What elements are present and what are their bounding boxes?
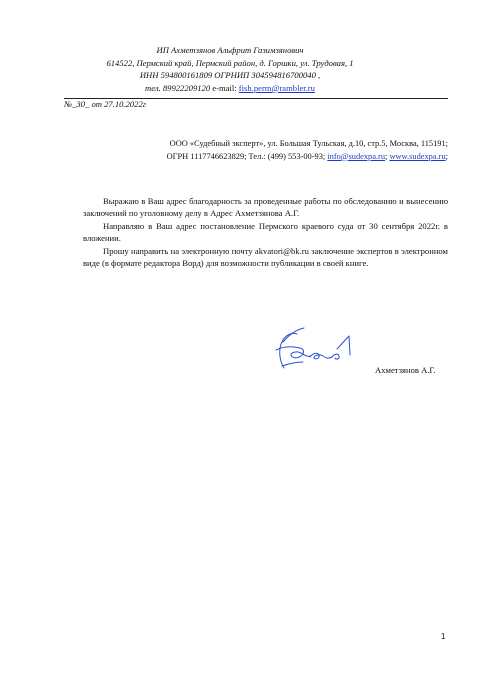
document-number: №_30_ от 27.10.2022г — [64, 99, 147, 109]
addressee-website-link[interactable]: www.sudexpa.ru — [389, 151, 446, 161]
addressee-line-1: ООО «Судебный эксперт», ул. Большая Тульская, д.10, стр.5, Москва, 115191; — [169, 139, 448, 148]
sender-contacts — [80, 82, 380, 95]
addressee-email-link[interactable]: info@sudexpa.ru — [327, 151, 386, 161]
signer-name: Ахметзянов А.Г. — [375, 365, 436, 375]
handwritten-signature — [270, 322, 360, 377]
addressee-line-2 — [64, 151, 448, 164]
sender-registration: ИНН 594800161809 ОГРНИП 304594816700040 , — [139, 70, 321, 81]
separator: ; — [385, 151, 388, 161]
sender-phone: тел. 89922209120 — [145, 82, 211, 93]
separator-end: ; — [445, 151, 448, 161]
addressee-registration: ОГРН 1117746623829; Тел.: (499) 553-00-93; — [166, 151, 326, 161]
email-label: e-mail: — [212, 82, 237, 93]
addressee-block — [64, 138, 448, 163]
letterhead — [80, 44, 380, 94]
paragraph-gratitude: Выражаю в Ваш адрес благодарность за проведенные работы по обследованию и вынесению заключений по уголовному делу в Адрес Ахметзянова А.Г. — [83, 196, 448, 218]
sender-name: ИП Ахметзянов Альфрит Газимзянович — [156, 45, 304, 55]
page-number: 1 — [441, 632, 446, 641]
paragraph-request: Прошу направить на электронную почту akvatori@bk.ru заключение экспертов в электронном виде (в формате редактора Ворд) для возможности публикации в своей книге. — [83, 246, 448, 268]
sender-email-link[interactable]: fish.perm@rambler.ru — [238, 82, 315, 93]
sender-address: 614522, Пермский край, Пермский район, д. Горшки, ул. Трудовая, 1 — [106, 57, 354, 68]
letter-body — [83, 196, 448, 271]
paragraph-attachment: Направляю в Ваш адрес постановление Пермского краевого суда от 30 сентября 2022г. в вложении. — [83, 221, 448, 243]
